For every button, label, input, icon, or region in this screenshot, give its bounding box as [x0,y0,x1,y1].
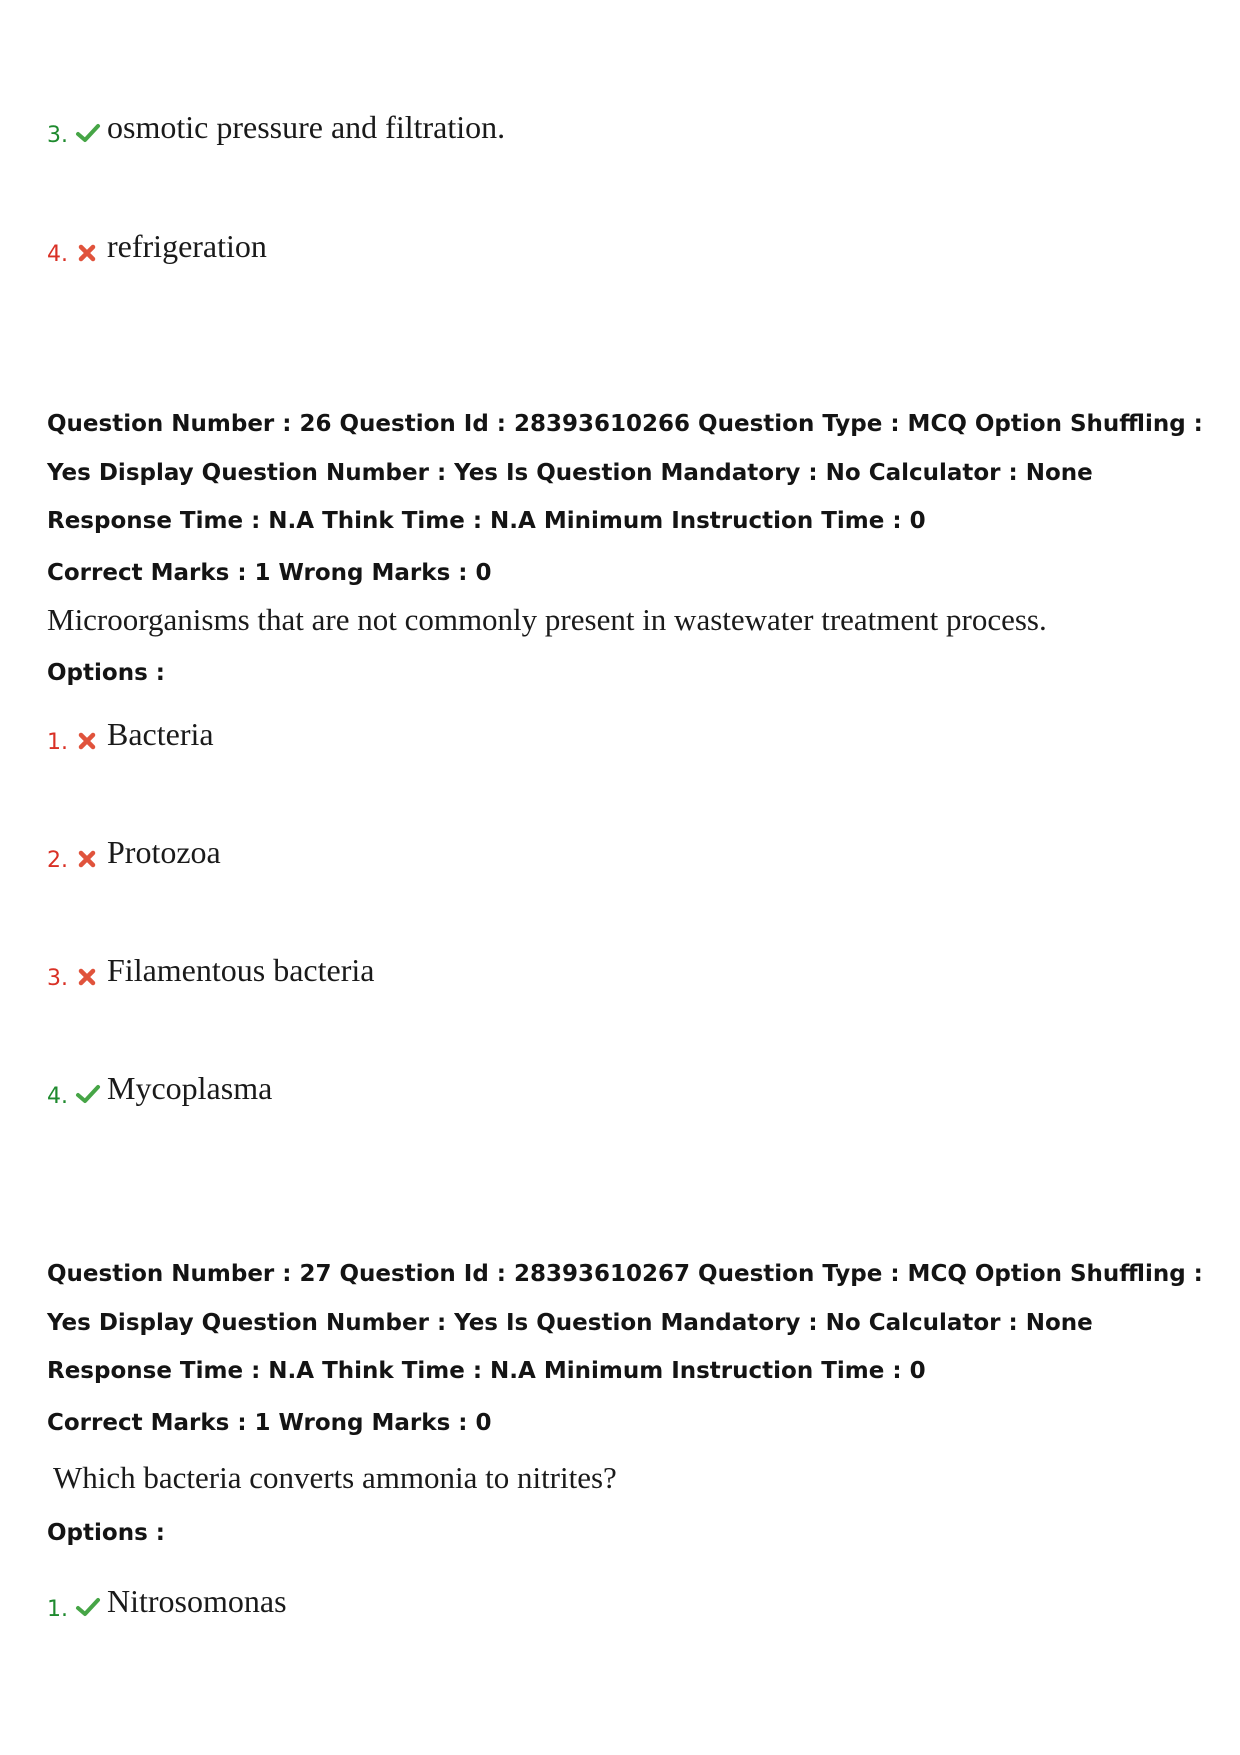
option-text: Nitrosomonas [107,1583,287,1619]
option-item [47,110,1147,150]
option-number: 3. [47,966,68,991]
option-text: refrigeration [107,228,267,264]
option-item [47,1584,1147,1624]
checkmark-icon [75,1083,101,1105]
options-label: Options : [47,1520,165,1546]
option-text: Filamentous bacteria [107,952,375,988]
option-number: 1. [47,1597,68,1622]
question-text: Which bacteria converts ammonia to nitrites? [53,1460,617,1495]
question-meta: Question Number : 27 Question Id : 28393610267 Question Type : MCQ Option Shuffling : Yes Display Question Number : Yes Is Question Mandatory : No Calculator : None Response Time : N.A Think Time : N.A Minimum Instruction Time : 0 [47,1261,1203,1384]
option-text: Mycoplasma [107,1070,273,1106]
option-item [47,229,1147,269]
option-text: Protozoa [107,834,221,870]
question-meta: Question Number : 26 Question Id : 28393610266 Question Type : MCQ Option Shuffling : Yes Display Question Number : Yes Is Question Mandatory : No Calculator : None Response Time : N.A Think Time : N.A Minimum Instruction Time : 0 [47,411,1203,534]
option-number: 2. [47,848,68,873]
option-number: 1. [47,730,68,755]
option-item [47,953,1147,993]
cross-icon [75,965,101,987]
option-text: osmotic pressure and filtration. [107,109,506,145]
question-text: Microorganisms that are not commonly present in wastewater treatment process. [47,602,1047,637]
question-marks: Correct Marks : 1 Wrong Marks : 0 [47,1410,492,1436]
option-number: 4. [47,242,68,267]
option-item [47,717,1147,757]
cross-icon [75,241,101,263]
question-marks: Correct Marks : 1 Wrong Marks : 0 [47,560,492,586]
checkmark-icon [75,1596,101,1618]
cross-icon [75,729,101,751]
option-text: Bacteria [107,716,214,752]
checkmark-icon [75,122,101,144]
options-label: Options : [47,660,165,686]
option-item [47,835,1147,875]
option-item [47,1071,1147,1111]
option-number: 4. [47,1084,68,1109]
cross-icon [75,847,101,869]
option-number: 3. [47,123,68,148]
